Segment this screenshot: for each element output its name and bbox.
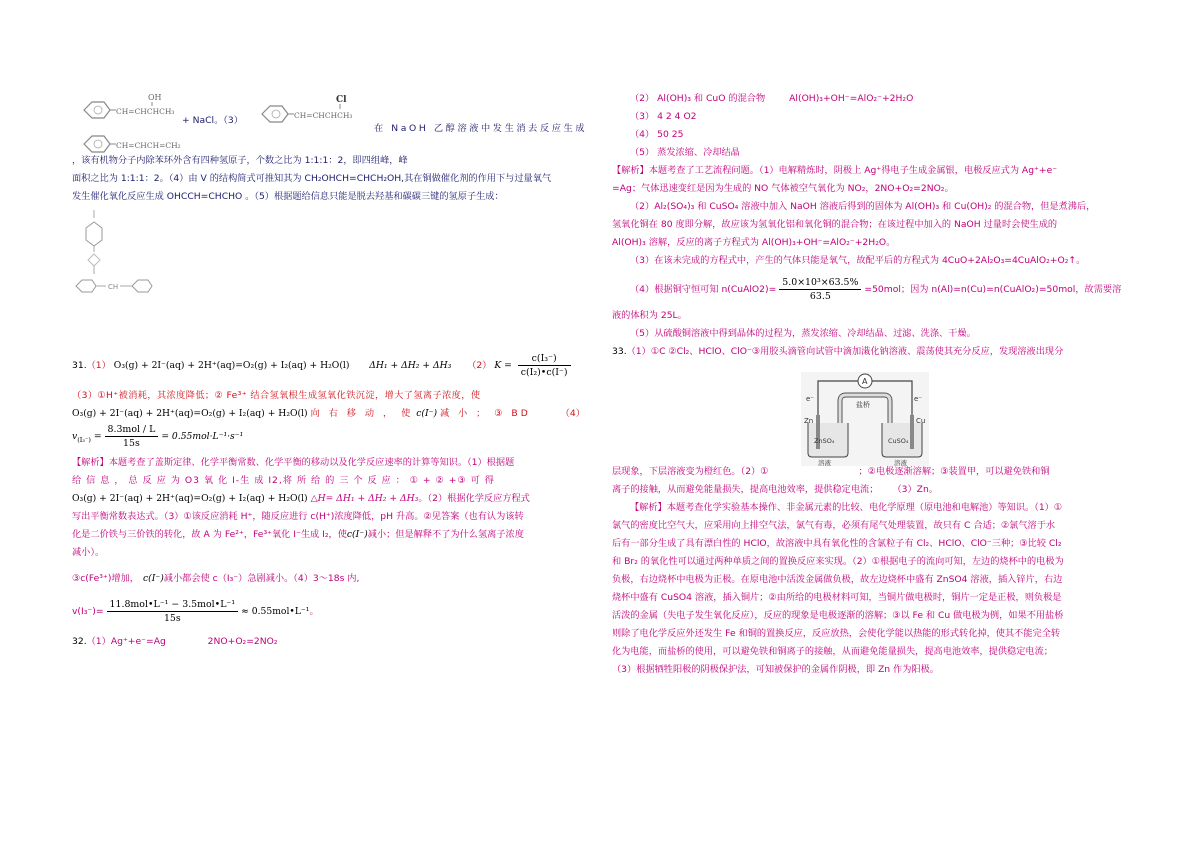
q31-rate-fraction: $\frac{\text{8.3mol / L}}{15s}$ — [105, 423, 159, 450]
q30-text-2: 面积之比为 1:1:1：2。（4）由 V 的结构简式可推知其为 CH₂OHCH=CHCH₂OH,其在铜做催化剂的作用下与过量氧气 — [72, 173, 552, 184]
q31-k-fraction: $\frac{\text{c(I₃⁻)}}{\text{c(I₂)•c(I⁻)}}$ — [518, 352, 571, 379]
q32-analysis-1: 【解析】本题考查了工艺流程问题。（1）电解精炼时，阴极上 Ag⁺得电子生成金属银，电极反应式为 Ag⁺+e⁻ — [612, 165, 1058, 176]
q32-analysis-5: Al(OH)₃ 溶解，反应的离子方程式为 Al(OH)₃+OH⁻=AlO₂⁻+2H₂O。 — [612, 237, 896, 248]
copper-sulfate-label: CuSO₄ — [888, 437, 909, 445]
q33-analysis-9: 化为电能，而盐桥的使用，可以避免铁和铜离子的接触，从而避免能量损失，提高电池效率，提供稳定电流； — [612, 646, 1053, 657]
q31-analysis-2: 给 信 息 ， 总 反 应 为 O3 氧 化 I-生 成 I2,将 所 给 的 三 个 反 应 ： ① + ② +③ 可 得 — [72, 475, 495, 486]
q31-rate: $v_{(I_3^-)}$ = $\frac{\text{8.3mol / L}}{15s}$ = 0.55mol·L⁻¹·s⁻¹ — [72, 424, 244, 449]
q31-analysis-3-text: 。（2）根据化学反应方程式 — [418, 493, 530, 504]
q31-v: v — [72, 431, 78, 442]
q31-line-3: （3）①H⁺被消耗，其浓度降低；② Fe³⁺ 结合氢氧根生成氢氧化铁沉淀，增大了氢离子浓度，使 — [72, 390, 481, 401]
q32-answer-1b: 2NO+O₂=2NO₂ — [207, 636, 278, 647]
benzyl-alcohol-structure — [72, 90, 182, 130]
product-structure-image — [72, 208, 162, 300]
q31-analysis-6: 减小）。 — [72, 547, 105, 558]
q32-analysis-2: =Ag；气体迅速变红是因为生成的 NO 气体被空气氧化为 NO₂，2NO+O₂=2NO₂。 — [612, 183, 954, 194]
q31-analysis-5: 化是二价铁与三价铁的转化，故 A 为 Fe²⁺，Fe³⁺氧化 I⁻生成 I₂，使c(I⁻)减小；但是解释不了为什么氢离子浓度 — [72, 529, 524, 540]
q31-rate-2: v(I₃⁻)= $\frac{\text{11.8mol•L⁻¹ − 3.5mol•L⁻¹}}{15s}$ ≈ 0.55mol•L⁻¹。 — [72, 599, 319, 624]
q32-analysis-4: 氢氧化铜在 80 度即分解，故应该为氢氧化铝和氧化铜的混合物；在该过程中加入的 NaOH 过量时会使生成的 — [612, 219, 1058, 230]
right-column — [612, 90, 1134, 679]
q31-k-label: K = — [494, 360, 512, 371]
q33-analysis-2: 氯气的密度比空气大，应采用向上排空气法，氯气有毒，必须有尾气处理装置，故只有 C 合适；②氯气溶于水 — [612, 520, 1056, 531]
q33-analysis-7: 活泼的金属（失电子发生氧化反应），反应的现象是电极逐渐的溶解；③以 Fe 和 Cu 做电极为例，如果不用盐桥 — [612, 610, 1064, 621]
q31-number: 31. — [72, 360, 87, 371]
q30-text-3: 发生催化氧化反应生成 OHCCH=CHCHO 。（5）根据题给信息只能是脱去羟基和碳碳三键的氢原子生成： — [72, 191, 504, 202]
q31-analysis-7: ③c(Fe³⁺)增加， c(I⁻)减小都会使 c（I₃⁻）急剧减小。（4）3～18s 内, — [72, 573, 360, 584]
q33-answer-1: 33.（1）①C ②Cl₂、HClO、ClO⁻③用胶头滴管向试管中滴加溨化钠溶液、震荡使其充分反应，发现溶液出现分 — [612, 346, 1064, 357]
q32-analysis-8: 液的体积为 25L。 — [612, 310, 687, 321]
salt-bridge-label: 盐桥 — [856, 401, 870, 409]
electron-right: e⁻ — [914, 395, 923, 403]
chloro-structure — [256, 90, 368, 130]
q31-v-sub: (I₃⁻) — [77, 435, 91, 444]
copper-label: Cu — [916, 417, 926, 425]
q31-equation-1: O₃(g) + 2I⁻(aq) + 2H⁺(aq)=O₂(g) + I₂(aq) + H₂O(l) — [113, 360, 350, 371]
q33-analysis-8: 则除了电化学反应外还发生 Fe 和铜的置换反应，反应放热，会使化学能以热能的形式转化掉，使其不能完全转 — [612, 628, 1061, 639]
svg-text:CH: CH — [108, 283, 119, 291]
q31-part2: （2） — [467, 360, 492, 371]
q33-answer-3: 离子的接触，从而避免能量损失，提高电池效率，提供稳定电流； （3）Zn。 — [612, 484, 938, 495]
q31-line-3b — [72, 405, 592, 423]
structure-row-2 — [72, 130, 592, 158]
chlorine-label: Cl — [336, 95, 347, 105]
q33-answer-2: 层现象，下层溶液变为橙红色。（2）① ；②电极逐渐溶解；③装置甲，可以避免铁和铜 — [612, 466, 1050, 477]
q31-part4: （4） — [560, 408, 585, 419]
left-column — [72, 90, 592, 651]
q31-rate2-result: ≈ 0.55mol•L⁻¹ — [241, 606, 310, 617]
chain-label: CH=CHCHCH₃ — [116, 107, 175, 116]
q32-answer-3: （3） 4 2 4 O2 — [630, 111, 697, 122]
q31-equation-3: O₃(g) + 2I⁻(aq) + 2H⁺(aq)=O₂(g) + I₂(aq) + H₂O(l) — [72, 493, 308, 504]
q31-delta-h-2: △H= ΔH₁ + ΔH₂ + ΔH₃ — [310, 493, 419, 504]
q33-analysis-10: （3）根据牺牲阳极的阴极保护法，可知被保护的金属作阴极，即 Zn 作为阳极。 — [612, 664, 939, 675]
svg-text:溶液: 溶液 — [894, 459, 907, 467]
q30-text-1: ，该有机物分子内除苯环外含有四种氢原子，个数之比为 1:1:1：2，即四组峰，峰 — [72, 155, 408, 166]
q32-line-1 — [72, 633, 592, 651]
q33-analysis-6: 烧杯中盛有 CuSO4 溶液，插入铜片；②由所给的电极材料可知，当铜片做电极时，铜片一定是正极，则负极是 — [612, 592, 1062, 603]
q32-answer-4: （4） 50 25 — [630, 129, 684, 140]
q33-analysis-3: 后有一部分生成了具有漂白性的 HClO，故溶液中具有氧化性的含氯粒子有 Cl₂、HClO、ClO⁻三种；③比较 Cl₂ — [612, 538, 1062, 549]
q32-analysis-3: （2）Al₂(SO₄)₃ 和 CuSO₄ 溶液中加入 NaOH 溶液后得到的固体为 Al(OH)₃ 和 Cu(OH)₂ 的混合物，但是煮沸后， — [630, 201, 1096, 212]
chain-label-2: CH=CHCHCH₃ — [294, 111, 353, 120]
q32-answer-5: （5） 蒸发浓缩、冷却结晶 — [630, 147, 740, 158]
q31-analysis-3 — [72, 490, 592, 508]
q31-v2-label: v(I₃⁻)= — [72, 606, 104, 617]
q32-copper-fraction: $\frac{\text{5.0×10³×63.5\%}}{63.5}$ — [779, 276, 861, 303]
q33-number: 33. — [612, 346, 627, 357]
q33-analysis-1: 【解析】本题考查化学实验基本操作、非金属元素的比较、电化学原理（原电池和电解池）等知识。（1）① — [630, 502, 1063, 513]
q32-analysis-7: （4）根据铜守恒可知 n(CuAlO2)= $\frac{\text{5.0×10³×63.5\%}}{63.5}$ =50mol；因为 n(Al)=n(Cu)=n(CuAlO₂)=50mol，故需要溶 — [630, 277, 1122, 302]
zinc-label: Zn — [804, 417, 814, 425]
q32-analysis-6: （3）在该未完成的方程式中，产生的气体只能是氧气，故配平后的方程式为 4CuO+2Al₂O₃=4CuAlO₂+O₂↑。 — [630, 255, 1086, 266]
electron-left: e⁻ — [806, 395, 815, 403]
q33-analysis-4: 和 Br₂ 的氧化性可以通过两种单质之间的置换反应来实现。（2）①根据电子的流向可知，左边的烧杯中的电极为 — [612, 556, 1064, 567]
structure-row-1 — [72, 90, 592, 134]
q32-answer-2: （2） Al(OH)₃ 和 CuO 的混合物 Al(OH)₃+OH⁻=AlO₂⁻+2H₂O — [630, 93, 914, 104]
q31-part1: （1） — [86, 360, 111, 371]
q32-number: 32. — [72, 636, 87, 647]
q31-analysis-1: 【解析】本题考查了盖斯定律、化学平衡常数、化学平衡的移动以及化学反应速率的计算等知识。（1）根据题 — [72, 457, 515, 468]
q32-analysis-9: （5）从硫酸铜溶液中得到晶体的过程为，蒸发浓缩、冷却结晶、过滤、洗涤、干燥。 — [630, 328, 976, 339]
q32-answer-1: （1）Ag⁺+e⁻=Ag — [86, 636, 166, 647]
q31-equation-2: O₃(g) + 2I⁻(aq) + 2H⁺(aq)=O₂(g) + I₂(aq) + H₂O(l) — [72, 408, 308, 419]
svg-text:溶液: 溶液 — [818, 459, 831, 467]
q31-decrease-text: 减 小 ； ③ BD — [439, 408, 531, 419]
ammeter-label: A — [862, 377, 868, 386]
q31-rate2-fraction: $\frac{\text{11.8mol•L⁻¹ − 3.5mol•L⁻¹}}{15s}$ — [107, 598, 239, 625]
q31-analysis-4: 写出平衡常数表达式。（3）①该反应消耗 H⁺，随反应进行 c(H⁺)浓度降低，pH 升高。②见答案（也有认为该转 — [72, 511, 524, 522]
q31-delta-h: ΔH₁ + ΔH₂ + ΔH₃ — [369, 360, 452, 371]
diene-chain-label: CH=CHCH=CH₂ — [116, 141, 181, 150]
zinc-sulfate-label: ZnSO₄ — [814, 437, 835, 445]
q31-line-1 — [72, 352, 592, 379]
hydroxyl-label: OH — [148, 93, 162, 102]
galvanic-cell-figure — [800, 371, 930, 467]
nacl-text: + NaCl。（3） — [182, 115, 243, 126]
elimination-text: 在 NaOH 乙醇溶液中发生消去反应生成 — [374, 123, 588, 134]
diene-structure — [72, 130, 200, 158]
q31-rate-result: = 0.55mol·L⁻¹·s⁻¹ — [161, 431, 244, 442]
q31-shift-text: 向 右 移 动 ， 使 — [310, 408, 414, 419]
q31-c-iodide: c(I⁻) — [416, 408, 438, 419]
q33-analysis-5: 负极，右边烧杯中电极为正极。在原电池中活泼金属做负极，故左边烧杯中盛有 ZnSO4 溶液，插入锌片，右边 — [612, 574, 1063, 585]
